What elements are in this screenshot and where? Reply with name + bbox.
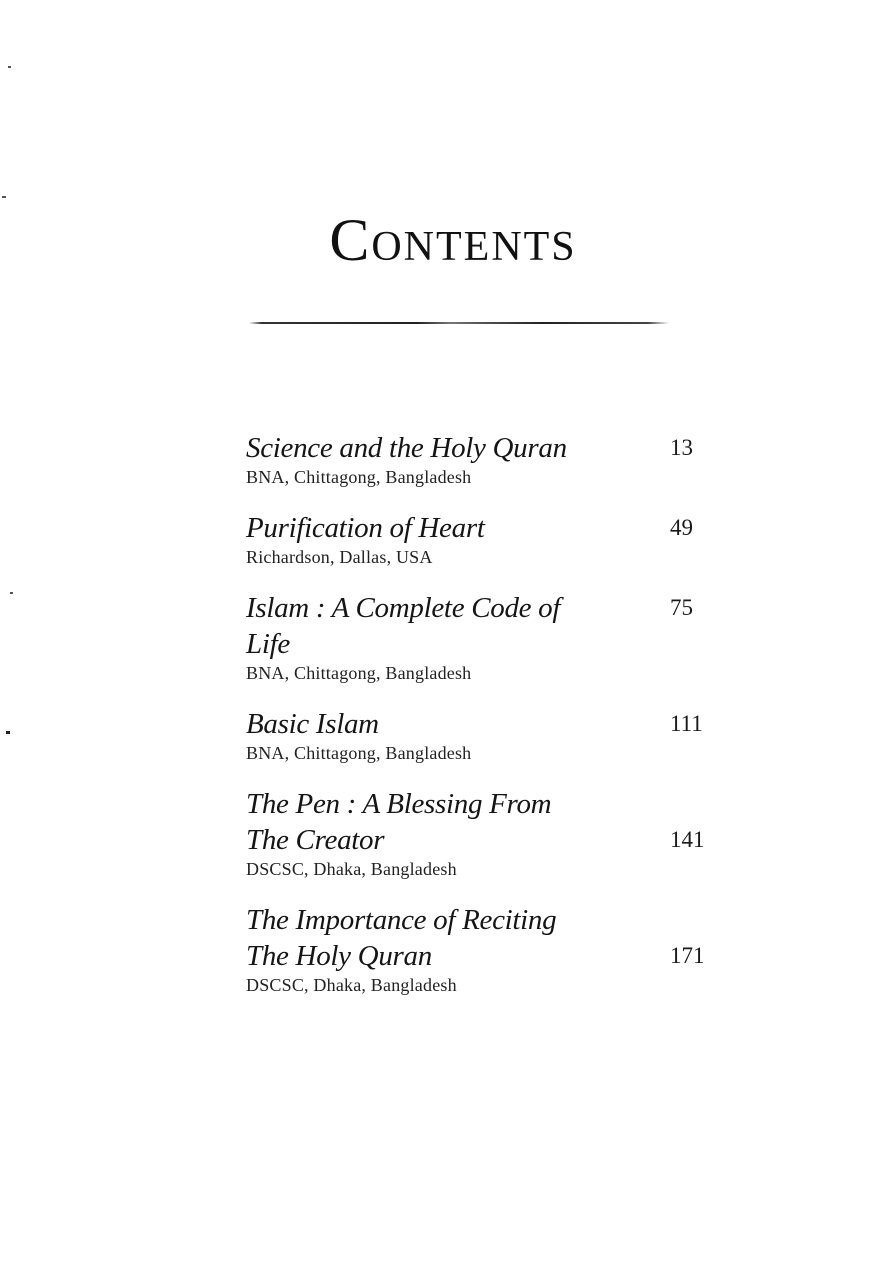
entry-title-line: The Importance of Reciting	[246, 904, 557, 936]
entry-location: Richardson, Dallas, USA	[246, 547, 433, 567]
entry-page-number: 49	[670, 515, 693, 540]
entry-location: DSCSC, Dhaka, Bangladesh	[246, 975, 457, 995]
entry-title-line: The Pen : A Blessing From	[246, 788, 552, 820]
toc-entry[interactable]	[246, 510, 716, 568]
toc-entry[interactable]	[246, 706, 716, 764]
page-title: Contents	[329, 207, 577, 273]
entry-title-line: Purification of Heart	[246, 512, 485, 544]
entry-title	[246, 430, 606, 466]
toc-entry[interactable]	[246, 786, 716, 880]
entry-location: BNA, Chittagong, Bangladesh	[246, 467, 472, 487]
entry-title-line: The Creator	[246, 824, 385, 856]
scan-speck	[6, 731, 10, 734]
entry-title	[246, 706, 606, 742]
scan-speck	[10, 592, 13, 594]
entry-location: BNA, Chittagong, Bangladesh	[246, 663, 472, 683]
entry-page-number: 111	[670, 711, 703, 736]
entry-page-number: 75	[670, 595, 693, 620]
entry-title	[246, 590, 606, 662]
entry-page-number: 13	[670, 435, 693, 460]
entry-title-line: Islam : A Complete Code of Life	[246, 592, 561, 660]
scan-speck	[8, 66, 11, 68]
toc-entry[interactable]	[246, 902, 716, 996]
entry-title-line: The Holy Quran	[246, 940, 432, 972]
title-divider	[249, 322, 669, 324]
entry-title-line: Basic Islam	[246, 708, 379, 740]
toc-entry[interactable]	[246, 430, 716, 488]
entry-location: BNA, Chittagong, Bangladesh	[246, 743, 472, 763]
table-of-contents	[246, 430, 716, 1018]
entry-location: DSCSC, Dhaka, Bangladesh	[246, 859, 457, 879]
entry-page-number: 141	[670, 827, 705, 852]
scan-speck	[2, 196, 6, 198]
toc-entry[interactable]	[246, 590, 716, 684]
entry-title-line: Science and the Holy Quran	[246, 432, 567, 464]
entry-title	[246, 786, 606, 858]
entry-title	[246, 902, 606, 974]
entry-title	[246, 510, 606, 546]
entry-page-number: 171	[670, 943, 705, 968]
